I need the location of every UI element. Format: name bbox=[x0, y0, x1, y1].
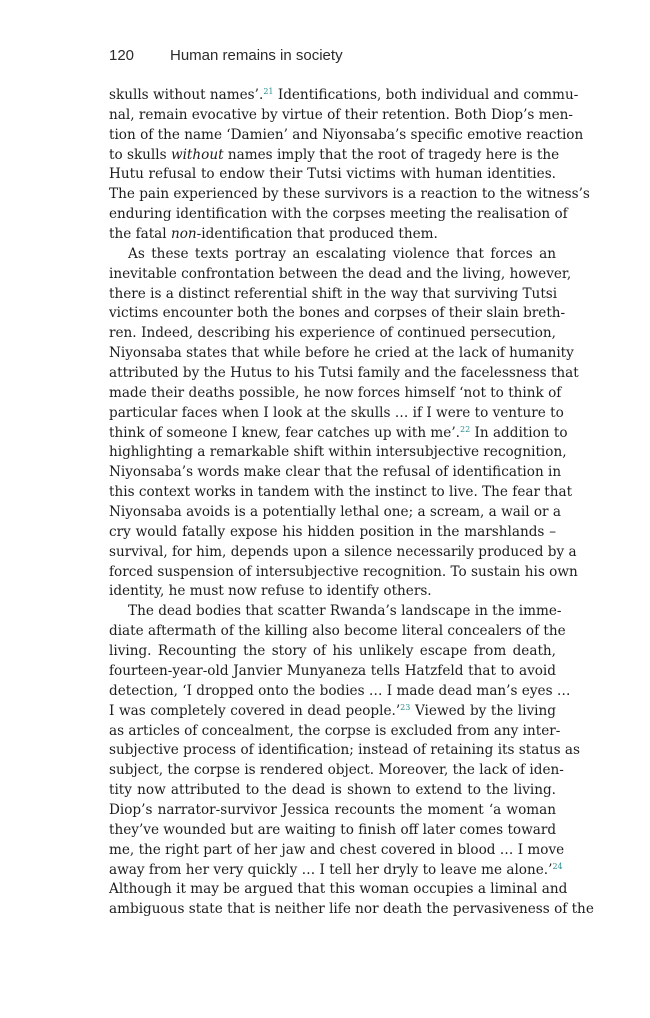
body-text bbox=[109, 86, 594, 920]
text-line bbox=[109, 841, 565, 861]
text-line bbox=[109, 304, 566, 324]
text-segment: living. Recounting the story of his unlikely escape from death, bbox=[109, 643, 556, 660]
text-line bbox=[109, 86, 579, 106]
footnote-marker[interactable]: 22 bbox=[459, 424, 471, 434]
footnote-marker[interactable]: 24 bbox=[552, 861, 563, 871]
text-line bbox=[109, 126, 584, 146]
text-segment: Niyonsaba states that while before he cried at the lack of humanity bbox=[109, 345, 574, 362]
text-segment: they’ve wounded but are waiting to finish off later comes toward bbox=[109, 821, 557, 838]
text-segment: subjective process of identification; instead of retaining its status as bbox=[109, 742, 580, 759]
text-segment: to skulls bbox=[109, 146, 171, 163]
text-segment: detection, ‘I dropped onto the bodies … I made dead man’s eyes … bbox=[109, 682, 571, 699]
text-line bbox=[109, 463, 562, 483]
text-line bbox=[109, 265, 572, 285]
text-segment: Niyonsaba’s words make clear that the refusal of identification in bbox=[109, 464, 562, 481]
italic-text: non bbox=[170, 226, 197, 243]
text-segment: forced suspension of intersubjective recognition. To sustain his own bbox=[109, 563, 578, 580]
text-segment: As these texts portray an escalating violence that forces an bbox=[128, 245, 556, 262]
text-line bbox=[109, 682, 571, 702]
text-segment: In addition to bbox=[470, 424, 568, 441]
text-line bbox=[109, 821, 556, 841]
text-line bbox=[109, 761, 564, 781]
text-segment: Identifications, both individual and commu- bbox=[273, 87, 579, 103]
text-line bbox=[109, 781, 556, 801]
text-line bbox=[109, 602, 562, 622]
text-segment: -identification that produced them. bbox=[196, 226, 438, 243]
text-line bbox=[109, 384, 562, 404]
text-line bbox=[109, 205, 568, 225]
text-segment: away from her very quickly … I tell her dryly to leave me alone.’ bbox=[109, 861, 553, 878]
text-segment: ren. Indeed, describing his experience of continued persecution, bbox=[109, 325, 556, 342]
text-line bbox=[109, 344, 574, 364]
text-line bbox=[109, 563, 578, 583]
text-line bbox=[109, 642, 556, 662]
text-segment: Diop’s narrator-survivor Jessica recounts the moment ‘a woman bbox=[109, 801, 556, 818]
text-line bbox=[109, 582, 556, 602]
text-line bbox=[109, 106, 574, 126]
text-line bbox=[109, 146, 560, 166]
text-line bbox=[109, 185, 590, 205]
text-segment: survival, for him, depends upon a silence necessarily produced by a bbox=[109, 543, 577, 560]
text-line bbox=[109, 801, 556, 821]
text-segment: particular faces when I look at the skulls … if I were to venture to bbox=[109, 404, 564, 421]
text-segment: skulls without names’. bbox=[109, 87, 264, 103]
text-segment: me, the right part of her jaw and chest covered in blood … I move bbox=[109, 841, 565, 858]
text-line bbox=[109, 285, 556, 305]
running-header bbox=[109, 47, 343, 64]
italic-text: without bbox=[170, 146, 224, 163]
text-segment: enduring identification with the corpses meeting the realisation of bbox=[109, 206, 568, 223]
text-line bbox=[109, 225, 556, 245]
text-line bbox=[109, 245, 556, 265]
text-segment: as articles of concealment, the corpse is excluded from any inter- bbox=[109, 722, 561, 739]
text-segment: there is a distinct referential shift in the way that surviving Tutsi bbox=[109, 285, 558, 302]
text-segment: tion of the name ‘Damien’ and Niyonsaba’s specific emotive reaction bbox=[109, 126, 584, 143]
text-segment: the fatal bbox=[109, 226, 171, 243]
text-segment: inevitable confrontation between the dead and the living, however, bbox=[109, 265, 572, 282]
text-line bbox=[109, 404, 564, 424]
text-segment: diate aftermath of the killing also become literal concealers of the bbox=[109, 623, 566, 640]
text-segment: highlighting a remarkable shift within intersubjective recognition, bbox=[109, 444, 567, 461]
footnote-marker[interactable]: 23 bbox=[400, 702, 411, 712]
text-segment: think of someone I knew, fear catches up with me’. bbox=[109, 424, 460, 441]
text-segment: fourteen-year-old Janvier Munyaneza tells Hatzfeld that to avoid bbox=[109, 662, 556, 679]
text-segment: made their deaths possible, he now forces himself ‘not to think of bbox=[109, 384, 562, 401]
text-segment: names imply that the root of tragedy here is the bbox=[223, 146, 560, 163]
text-line bbox=[109, 861, 563, 881]
text-line bbox=[109, 722, 561, 742]
text-line bbox=[109, 523, 556, 543]
text-segment: I was completely covered in dead people.’ bbox=[109, 702, 401, 719]
text-line bbox=[109, 324, 556, 344]
text-segment: Hutu refusal to endow their Tutsi victims with human identities. bbox=[109, 166, 556, 183]
text-line bbox=[109, 165, 556, 185]
text-line bbox=[109, 900, 594, 920]
text-segment: The dead bodies that scatter Rwanda’s landscape in the imme- bbox=[128, 603, 562, 620]
text-segment: Niyonsaba avoids is a potentially lethal one; a scream, a wail or a bbox=[109, 504, 561, 521]
text-line bbox=[109, 483, 573, 503]
text-line bbox=[109, 622, 566, 642]
text-segment: identity, he must now refuse to identify others. bbox=[109, 583, 432, 600]
text-line bbox=[109, 702, 556, 722]
text-segment: cry would fatally expose his hidden position in the marshlands – bbox=[109, 523, 556, 540]
text-line bbox=[109, 543, 577, 563]
running-title: Human remains in society bbox=[170, 47, 343, 64]
text-segment: Viewed by the living bbox=[410, 702, 556, 719]
text-line bbox=[109, 443, 567, 463]
text-segment: subject, the corpse is rendered object. Moreover, the lack of iden- bbox=[109, 762, 564, 779]
text-line bbox=[109, 880, 568, 900]
text-line bbox=[109, 503, 561, 523]
text-segment: tity now attributed to the dead is shown to extend to the living. bbox=[109, 782, 556, 799]
text-segment: attributed by the Hutus to his Tutsi family and the facelessness that bbox=[109, 365, 579, 382]
text-line bbox=[109, 662, 556, 682]
text-segment: victims encounter both the bones and corpses of their slain breth- bbox=[109, 305, 566, 322]
text-segment: ambiguous state that is neither life nor death the pervasiveness of the bbox=[109, 901, 594, 918]
text-line bbox=[109, 364, 579, 384]
text-line bbox=[109, 424, 568, 444]
text-segment: The pain experienced by these survivors is a reaction to the witness’s bbox=[109, 186, 590, 203]
text-segment: Although it may be argued that this woman occupies a liminal and bbox=[109, 881, 568, 898]
text-line bbox=[109, 741, 580, 761]
text-segment: nal, remain evocative by virtue of their retention. Both Diop’s men- bbox=[109, 106, 574, 123]
footnote-marker[interactable]: 21 bbox=[263, 87, 274, 96]
text-segment: this context works in tandem with the instinct to live. The fear that bbox=[109, 484, 573, 501]
page-number: 120 bbox=[109, 47, 135, 64]
